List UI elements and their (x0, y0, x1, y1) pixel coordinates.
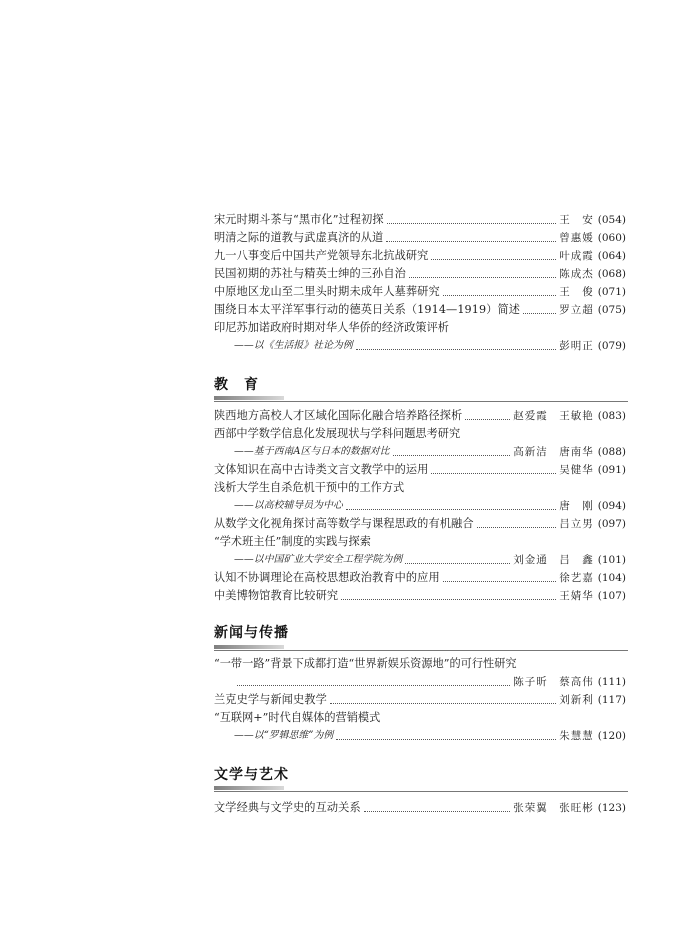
toc-entry[interactable] (214, 585, 626, 603)
entry-title: 文体知识在高中古诗类文言文教学中的运用 (214, 463, 429, 476)
entry-title: 兰克史学与新闻史教学 (214, 693, 327, 706)
toc-entry[interactable] (234, 441, 626, 459)
leader-dots (431, 258, 556, 260)
leader-dots (364, 810, 510, 812)
entry-title: 从数学文化视角探讨高等数学与课程思政的有机融合 (214, 517, 474, 530)
entry-page-number: ( 107 ) (598, 589, 626, 603)
toc-entry[interactable] (214, 689, 626, 707)
entry-page-number: ( 064 ) (598, 249, 626, 263)
leader-dots (409, 276, 556, 278)
section-rule (214, 786, 628, 793)
entry-subtitle: ——以《生活报》社论为例 (234, 340, 353, 351)
entry-author: 徐艺嘉 (559, 572, 594, 584)
entry-title: 中原地区龙山至二里头时期未成年人墓葬研究 (214, 285, 440, 298)
entry-page-number: ( 079 ) (598, 339, 626, 353)
toc-entry[interactable] (214, 227, 626, 245)
entry-author: 彭明正 (559, 340, 594, 352)
entry-author: 叶成霞 (559, 250, 594, 262)
entry-subtitle: ——以“罗辑思维”为例 (234, 730, 334, 741)
section-title-journalism: 新闻与传播 (214, 625, 289, 641)
entry-page-number: ( 101 ) (598, 553, 626, 567)
entry-page-number: ( 117 ) (598, 693, 626, 707)
entry-title: 陕西地方高校人才区域化国际化融合培养路径探析 (214, 409, 463, 422)
entry-title-line[interactable]: “学术班主任”制度的实践与探索 (214, 535, 371, 548)
entry-title: 明清之际的道教与武虚真济的从道 (214, 231, 384, 244)
entry-page-number: ( 097 ) (598, 517, 626, 531)
toc-entry[interactable] (214, 513, 626, 531)
entry-page-number: ( 088 ) (598, 445, 626, 459)
entry-page-number: ( 094 ) (598, 499, 626, 513)
entry-title: 中美博物馆教育比较研究 (214, 589, 339, 602)
leader-dots (405, 562, 510, 564)
entry-title-line[interactable]: 印尼苏加诺政府时期对华人华侨的经济政策评析 (214, 321, 449, 334)
entry-title: 宋元时期斗茶与“黑市化”过程初探 (214, 213, 384, 226)
entry-subtitle: ——基于西南A区与日本的数据对比 (234, 446, 390, 457)
entry-page-number: ( 054 ) (598, 213, 626, 227)
toc-entry[interactable] (214, 263, 626, 281)
section-rule (214, 645, 628, 652)
entry-page-number: ( 075 ) (598, 303, 626, 317)
entry-page-number: ( 111 ) (598, 675, 626, 689)
toc-entry[interactable] (214, 405, 626, 423)
entry-author: 王 安 (559, 214, 594, 226)
leader-dots (477, 526, 557, 528)
leader-dots (431, 472, 556, 474)
entry-title: 文学经典与文学史的互动关系 (214, 801, 361, 814)
entry-title-line[interactable]: 浅析大学生自杀危机干预中的工作方式 (214, 481, 405, 494)
toc-entry[interactable] (234, 335, 626, 353)
entry-author: 张荣翼 张旺彬 (513, 802, 594, 814)
toc-entry[interactable] (214, 281, 626, 299)
leader-dots (443, 294, 556, 296)
entry-author: 唐 刚 (559, 500, 594, 512)
entry-page-number: ( 068 ) (598, 267, 626, 281)
entry-title-line[interactable]: “互联网+”时代自媒体的营销模式 (214, 711, 381, 724)
leader-dots (336, 738, 556, 740)
entry-page-number: ( 120 ) (598, 729, 626, 743)
toc-entry[interactable] (234, 549, 626, 567)
leader-dots (393, 454, 511, 456)
entry-author: 曾惠媛 (559, 232, 594, 244)
entry-title: 民国初期的苏社与精英士绅的三孙自治 (214, 267, 406, 280)
entry-title-line[interactable]: 西部中学数学信息化发展现状与学科问题思考研究 (214, 427, 461, 440)
toc-entry[interactable] (214, 245, 626, 263)
leader-dots (387, 222, 557, 224)
entry-author: 刘新利 (559, 694, 594, 706)
entry-page-number: ( 071 ) (598, 285, 626, 299)
entry-page-number: ( 083 ) (598, 409, 626, 423)
entry-author: 朱慧慧 (559, 730, 594, 742)
entry-subtitle: ——以中国矿业大学安全工程学院为例 (234, 554, 403, 565)
toc-entry[interactable] (214, 209, 626, 227)
toc-entry[interactable] (234, 725, 626, 743)
toc-entry[interactable] (214, 567, 626, 585)
entry-author: 罗立超 (559, 304, 594, 316)
entry-author: 刘金通 吕 鑫 (513, 554, 594, 566)
entry-subtitle: ——以高校辅导员为中心 (234, 500, 343, 511)
toc-entry[interactable] (214, 299, 626, 317)
entry-author: 吕立男 (559, 518, 594, 530)
toc-entry[interactable] (214, 459, 626, 477)
toc-entry[interactable] (234, 495, 626, 513)
entry-author: 陈子昕 蔡高伟 (513, 676, 594, 688)
entry-author: 吴健华 (559, 464, 594, 476)
leader-dots (386, 240, 556, 242)
leader-dots (330, 702, 556, 704)
leader-dots (346, 508, 556, 510)
leader-dots (237, 684, 510, 686)
section-title-literature-art: 文学与艺术 (214, 767, 289, 783)
toc-entry[interactable] (234, 671, 626, 689)
section-rule (214, 396, 628, 403)
entry-page-number: ( 091 ) (598, 463, 626, 477)
leader-dots (465, 418, 510, 420)
entry-author: 陈成杰 (559, 268, 594, 280)
entry-title-line[interactable]: “一带一路”背景下成都打造“世界新娱乐资源地”的可行性研究 (214, 657, 517, 670)
entry-title: 围绕日本太平洋军事行动的德英日关系（1914—1919）简述 (214, 303, 521, 316)
entry-author: 高新洁 唐南华 (513, 446, 594, 458)
entry-author: 王婧华 (559, 590, 594, 602)
section-title-education: 教 育 (214, 377, 259, 393)
entry-author: 王 俊 (559, 286, 594, 298)
entry-title: 九一八事变后中国共产党领导东北抗战研究 (214, 249, 429, 262)
entry-page-number: ( 060 ) (598, 231, 626, 245)
toc-entry[interactable] (214, 797, 626, 815)
leader-dots (356, 348, 556, 350)
entry-title: 认知不协调理论在高校思想政治教育中的应用 (214, 571, 440, 584)
entry-page-number: ( 123 ) (598, 801, 626, 815)
entry-author: 赵爱霞 王敏艳 (513, 410, 594, 422)
leader-dots (443, 580, 556, 582)
entry-page-number: ( 104 ) (598, 571, 626, 585)
leader-dots (341, 598, 556, 600)
leader-dots (523, 312, 556, 314)
